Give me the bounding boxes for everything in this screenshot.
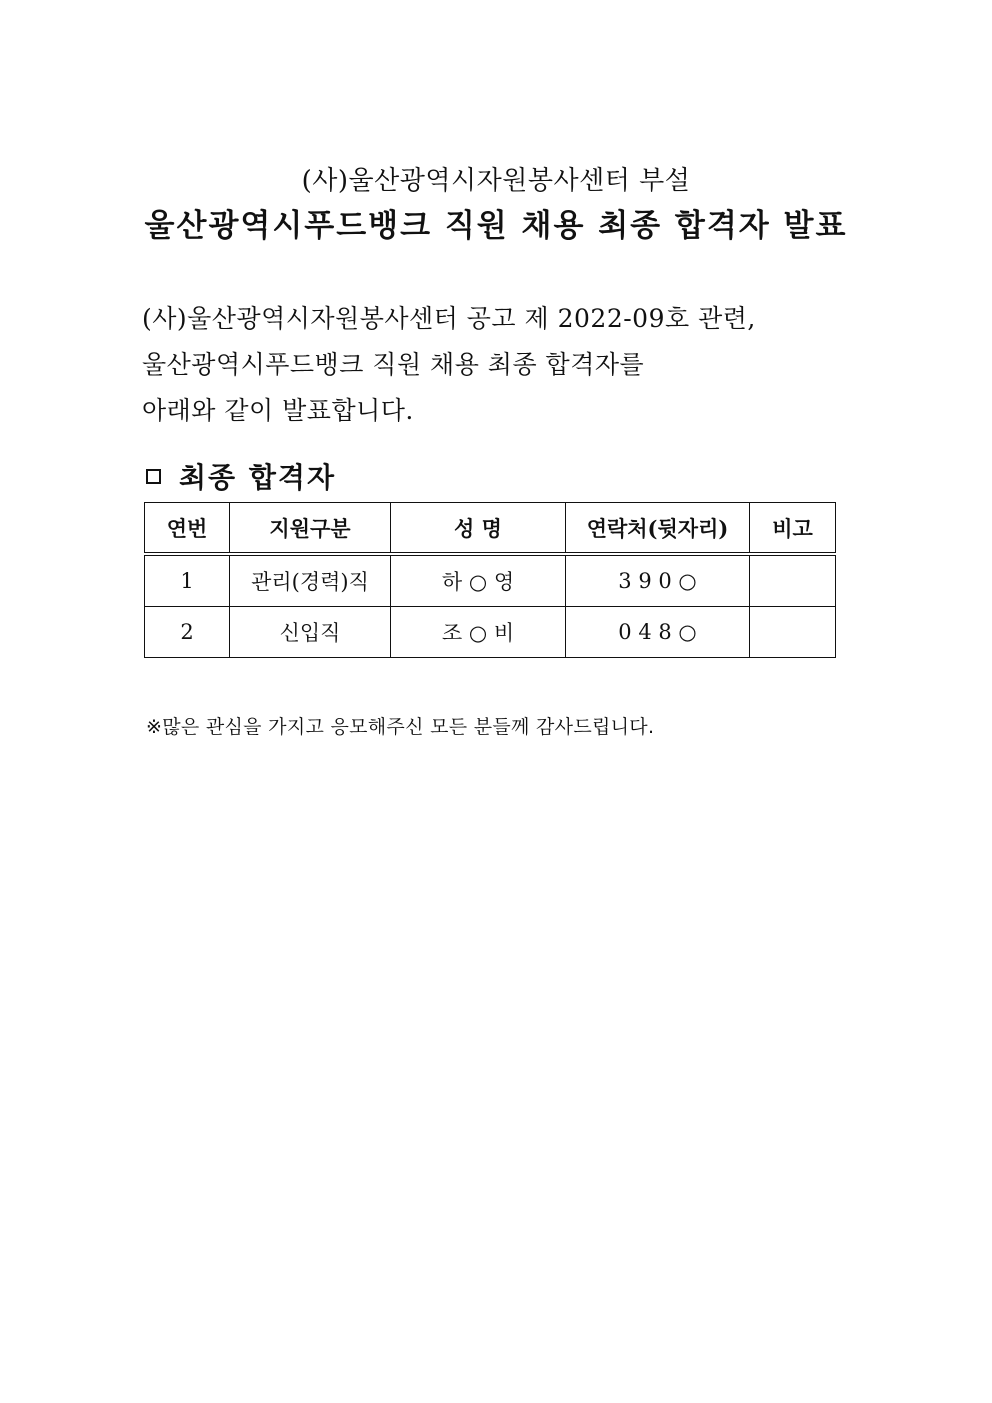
cell-number: 1 [145, 554, 230, 607]
cell-category: 관리(경력)직 [230, 554, 391, 607]
column-header-contact: 연락처(뒷자리) [566, 503, 750, 555]
cell-remarks [750, 607, 836, 658]
table-row [145, 607, 836, 658]
results-table [144, 502, 836, 658]
section-heading [146, 456, 336, 496]
table-row [145, 554, 836, 607]
thank-you-note: ※많은 관심을 가지고 응모해주신 모든 분들께 감사드립니다. [146, 716, 655, 738]
cell-category: 신입직 [230, 607, 391, 658]
column-header-number: 연번 [145, 503, 230, 555]
cell-contact: 3 9 0 ○ [566, 554, 750, 607]
document-subtitle: (사)울산광역시자원봉사센터 부설 [301, 166, 691, 196]
cell-name: 조 ○ 비 [391, 607, 566, 658]
body-line: 울산광역시푸드뱅크 직원 채용 최종 합격자를 [142, 350, 645, 379]
column-header-remarks: 비고 [750, 503, 836, 555]
column-header-category: 지원구분 [230, 503, 391, 555]
announcement-body [142, 296, 862, 434]
body-line: (사)울산광역시자원봉사센터 공고 제 2022-09호 관련, [142, 304, 756, 333]
cell-number: 2 [145, 607, 230, 658]
cell-name: 하 ○ 영 [391, 554, 566, 607]
section-heading-label: 최종 합격자 [179, 461, 336, 494]
column-header-name: 성 명 [391, 503, 566, 555]
body-line: 아래와 같이 발표합니다. [142, 396, 414, 425]
document-title: 울산광역시푸드뱅크 직원 채용 최종 합격자 발표 [144, 208, 848, 244]
table-header-row [145, 503, 836, 555]
cell-remarks [750, 554, 836, 607]
cell-contact: 0 4 8 ○ [566, 607, 750, 658]
square-bullet-icon [146, 469, 161, 484]
